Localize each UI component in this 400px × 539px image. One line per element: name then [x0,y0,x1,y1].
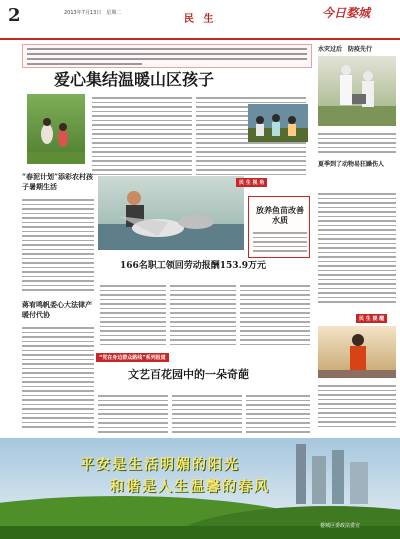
fish-release-photo [98,176,244,250]
edition-date: 2013年7月13日 星期二 [64,10,122,16]
left-bottom-body [22,324,94,434]
page-number: 2 [8,5,21,26]
wage-headline: 166名职工领回劳动报酬153.9万元 [120,261,266,271]
masthead [0,0,400,40]
banner-slogan-2: 和谐是人生温馨的春风 [110,479,270,495]
group-photo [248,104,308,142]
section-title: 民 生 [184,14,217,25]
wage-body-1 [100,282,166,352]
series-tag: “党在身边群众路线”系列报道 [96,353,169,362]
left-feature-title: “春泥计划”添彩农村孩子暑期生活 [22,172,94,191]
culture-body-2 [172,392,242,436]
performer-photo [318,326,396,378]
right-low-body [318,382,396,434]
culture-headline: 文艺百花园中的一朵奇葩 [128,368,249,381]
badge-mid: 民 生 视 角 [236,178,267,187]
fish-caption-title: 放养鱼苗改善水质 [256,205,304,225]
right-mid-body [318,190,396,312]
banner-slogan-1: 平安是生活明媚的阳光 [80,457,240,473]
lead-summary-box [22,44,312,68]
banner-credit: 婺城区委政法委宣 [320,523,361,529]
left-feature-body [22,196,94,296]
right-top-title: 水灾过后 防疫先行 [318,46,373,53]
wage-body-3 [240,282,310,352]
fish-caption-box [248,196,310,258]
culture-body-3 [246,392,310,436]
lead-article-body [92,94,192,176]
badge-low: 民 生 提 醒 [356,314,387,323]
children-photo [27,94,85,164]
left-bottom-title: 蒋宥鸣帆委心大法律产暖付代协 [22,300,92,319]
lead-headline: 爱心集结温暖山区孩子 [54,70,215,89]
epidemic-prevention-photo [318,56,396,126]
public-safety-banner [0,438,400,539]
culture-body-1 [98,392,168,436]
newspaper-logo: 今日婺城 [322,6,371,20]
wage-body-2 [170,282,236,352]
right-mid-title: 夏季到了动物易狂躁伤人 [318,161,385,168]
right-top-body [318,130,396,156]
